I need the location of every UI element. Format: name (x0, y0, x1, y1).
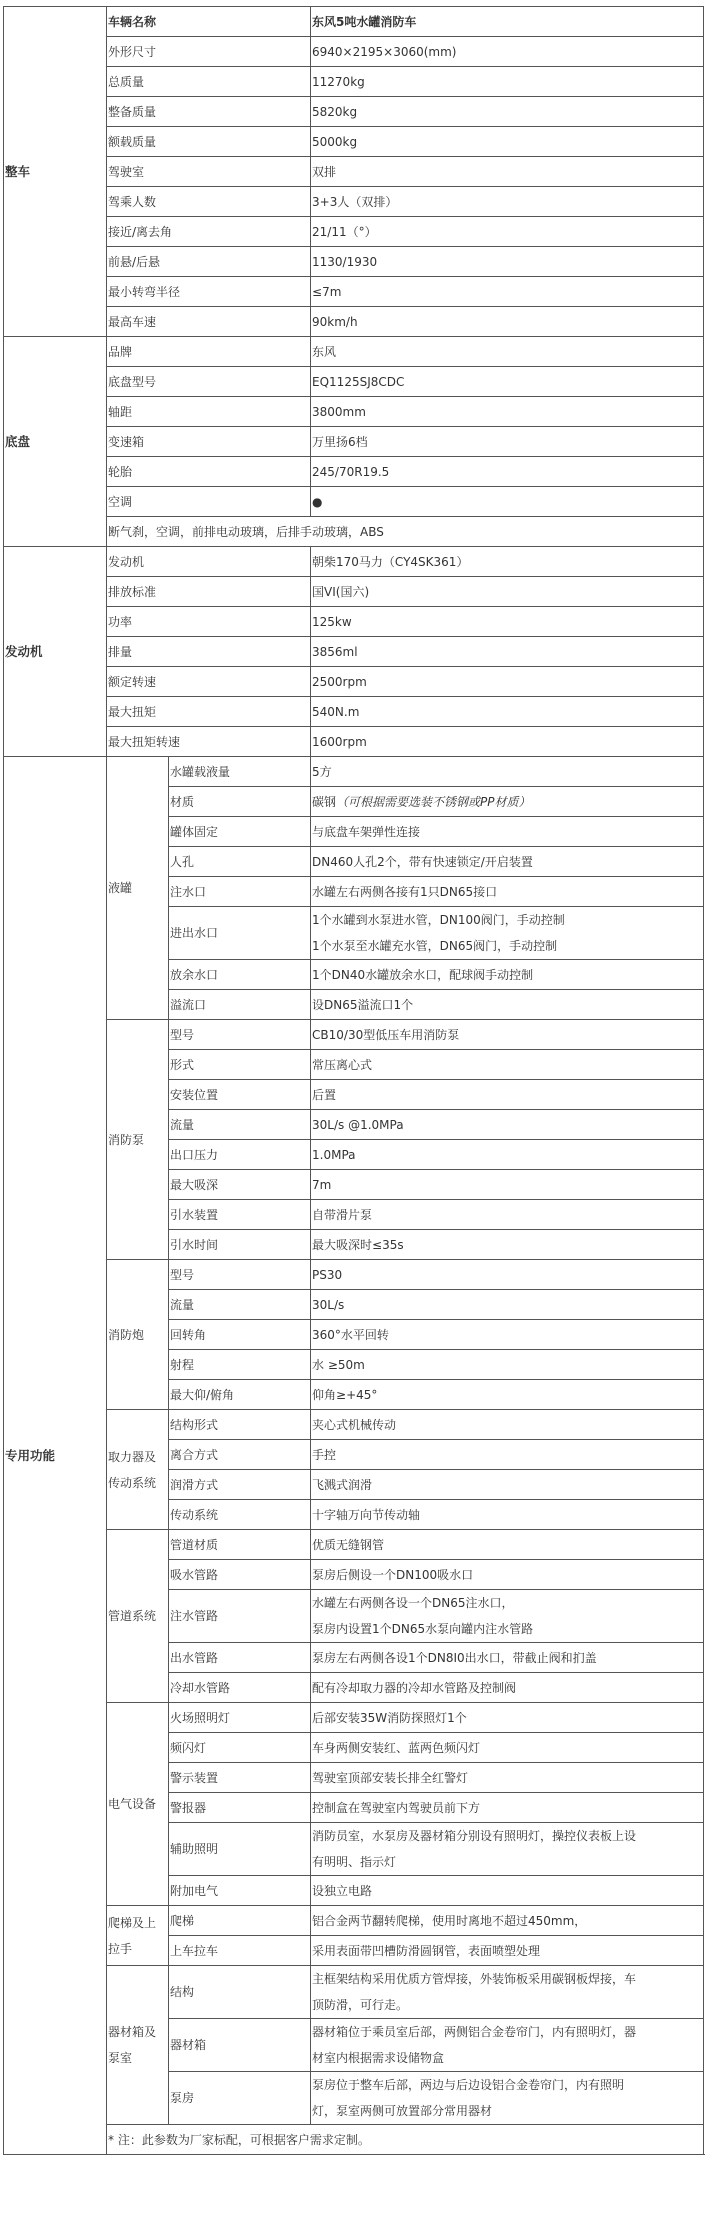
row-label: 结构 (169, 1966, 311, 2019)
row-label: 出水管路 (169, 1643, 311, 1673)
row-value: 仰角≥+45° (311, 1380, 704, 1410)
row-value: 水 ≥50m (311, 1350, 704, 1380)
row-value (311, 1966, 704, 2019)
row-label: 注水口 (169, 877, 311, 907)
row-value: 5方 (311, 757, 704, 787)
row-value: 1130/1930 (311, 247, 704, 277)
row-label: 吸水管路 (169, 1560, 311, 1590)
row-label: 驾驶室 (107, 157, 311, 187)
row-value: PS30 (311, 1260, 704, 1290)
row-label: 额载质量 (107, 127, 311, 157)
row-value: EQ1125SJ8CDC (311, 367, 704, 397)
value-line: 材室内根据需求设储物盒 (312, 2051, 445, 2065)
row-label: 底盘型号 (107, 367, 311, 397)
row-label: 火场照明灯 (169, 1703, 311, 1733)
row-label: 泵房 (169, 2072, 311, 2125)
group-cell: 电气设备 (107, 1703, 169, 1906)
row-value: 采用表面带凹槽防滑圆钢管，表面喷塑处理 (311, 1936, 704, 1966)
table-row (4, 487, 704, 517)
table-row (4, 1020, 704, 1050)
table-row (4, 1260, 704, 1290)
row-label: 最大仰/俯角 (169, 1380, 311, 1410)
row-value: 控制盒在驾驶室内驾驶员前下方 (311, 1793, 704, 1823)
value-line: 1个水罐到水泵进水管，DN100阀门，手动控制 (312, 913, 565, 927)
row-label: 发动机 (107, 547, 311, 577)
row-label: 引水装置 (169, 1200, 311, 1230)
row-value: 3856ml (311, 637, 704, 667)
row-value: ≤7m (311, 277, 704, 307)
row-value: 2500rpm (311, 667, 704, 697)
table-row (4, 637, 704, 667)
table-row (4, 37, 704, 67)
row-label: 结构形式 (169, 1410, 311, 1440)
table-row (4, 247, 704, 277)
table-row (4, 187, 704, 217)
row-value: 东风5吨水罐消防车 (311, 7, 704, 37)
group-name-line: 器材箱及 (108, 2025, 157, 2039)
value-line: 泵房位于整车后部，两边与后边设铝合金卷帘门，内有照明 (312, 2078, 625, 2092)
table-row (4, 607, 704, 637)
value-line: 顶防滑，可行走。 (312, 1998, 409, 2012)
row-label: 品牌 (107, 337, 311, 367)
row-value: 后部安装35W消防探照灯1个 (311, 1703, 704, 1733)
row-value: 21/11（°） (311, 217, 704, 247)
group-cell: 消防炮 (107, 1260, 169, 1410)
chassis-features: 断气刹，空调，前排电动玻璃，后排手动玻璃，ABS (107, 517, 704, 547)
group-name-line: 拉手 (108, 1941, 133, 1956)
row-value: 125kw (311, 607, 704, 637)
row-label: 爬梯 (169, 1906, 311, 1936)
table-row (4, 577, 704, 607)
row-label: 管道材质 (169, 1530, 311, 1560)
row-value: 540N.m (311, 697, 704, 727)
row-value: 后置 (311, 1080, 704, 1110)
row-value: 7m (311, 1170, 704, 1200)
group-name-line: 泵室 (108, 2051, 133, 2065)
row-label: 放余水口 (169, 960, 311, 990)
row-value: 3800mm (311, 397, 704, 427)
row-value: 手控 (311, 1440, 704, 1470)
category-cell: 底盘 (4, 337, 107, 547)
row-label: 型号 (169, 1260, 311, 1290)
row-label: 材质 (169, 787, 311, 817)
row-value: 设DN65溢流口1个 (311, 990, 704, 1020)
row-value: 万里扬6档 (311, 427, 704, 457)
footnote: * 注：此参数为厂家标配，可根据客户需求定制。 (107, 2125, 704, 2155)
row-value: 十字轴万向节传动轴 (311, 1500, 704, 1530)
row-label: 射程 (169, 1350, 311, 1380)
row-value: 1.0MPa (311, 1140, 704, 1170)
row-value: 优质无缝钢管 (311, 1530, 704, 1560)
value-line: 消防员室，水泵房及器材箱分别设有照明灯，操控仪表板上设 (312, 1829, 637, 1843)
category-cell: 发动机 (4, 547, 107, 757)
table-row (4, 1703, 704, 1733)
row-value: 车身两侧安装红、蓝两色频闪灯 (311, 1733, 704, 1763)
row-label: 上车拉车 (169, 1936, 311, 1966)
row-label: 最大吸深 (169, 1170, 311, 1200)
value-line: 灯，泵室两侧可放置部分常用器材 (312, 2104, 493, 2118)
row-label: 接近/离去角 (107, 217, 311, 247)
row-value: 国VI(国六) (311, 577, 704, 607)
row-value: 6940×2195×3060(mm) (311, 37, 704, 67)
row-value: 自带滑片泵 (311, 1200, 704, 1230)
row-label: 溢流口 (169, 990, 311, 1020)
row-label: 驾乘人数 (107, 187, 311, 217)
row-value: 360°水平回转 (311, 1320, 704, 1350)
row-value: 飞溅式润滑 (311, 1470, 704, 1500)
row-value (311, 1823, 704, 1876)
row-value: 3+3人（双排） (311, 187, 704, 217)
value-line: 主框架结构采用优质方管焊接，外装饰板采用碳钢板焊接，车 (312, 1972, 637, 1986)
table-row (4, 7, 704, 37)
group-name-line: 取力器及 (108, 1449, 157, 1464)
row-value: 最大吸深时≤35s (311, 1230, 704, 1260)
row-label: 前悬/后悬 (107, 247, 311, 277)
group-cell (107, 1410, 169, 1530)
row-label: 附加电气 (169, 1876, 311, 1906)
row-value: 朝柴170马力（CY4SK361） (311, 547, 704, 577)
row-value: 30L/s @1.0MPa (311, 1110, 704, 1140)
row-value (311, 2019, 704, 2072)
row-label: 离合方式 (169, 1440, 311, 1470)
row-value: 设独立电路 (311, 1876, 704, 1906)
row-label: 冷却水管路 (169, 1673, 311, 1703)
row-value: 与底盘车架弹性连接 (311, 817, 704, 847)
row-label: 注水管路 (169, 1590, 311, 1643)
group-cell: 液罐 (107, 757, 169, 1020)
row-label: 形式 (169, 1050, 311, 1080)
row-value (311, 2072, 704, 2125)
table-row (4, 67, 704, 97)
row-label: 整备质量 (107, 97, 311, 127)
category-cell: 整车 (4, 7, 107, 337)
row-label: 额定转速 (107, 667, 311, 697)
row-label: 辅助照明 (169, 1823, 311, 1876)
row-label: 罐体固定 (169, 817, 311, 847)
row-value: 常压离心式 (311, 1050, 704, 1080)
row-label: 总质量 (107, 67, 311, 97)
row-label: 进出水口 (169, 907, 311, 960)
row-value: 30L/s (311, 1290, 704, 1320)
row-label: 润滑方式 (169, 1470, 311, 1500)
table-row (4, 1530, 704, 1560)
value-line: 水罐左右两侧各设一个DN65注水口， (312, 1596, 514, 1610)
row-value: 245/70R19.5 (311, 457, 704, 487)
table-row (4, 547, 704, 577)
row-value: 配有冷却取力器的冷却水管路及控制阀 (311, 1673, 704, 1703)
table-row (4, 697, 704, 727)
row-label: 频闪灯 (169, 1733, 311, 1763)
row-value (311, 1590, 704, 1643)
row-value (311, 907, 704, 960)
table-row (4, 217, 704, 247)
row-label: 水罐载液量 (169, 757, 311, 787)
table-row (4, 337, 704, 367)
row-label: 轮胎 (107, 457, 311, 487)
row-value: 泵房左右两侧各设1个DN8I0出水口，带截止阀和扪盖 (311, 1643, 704, 1673)
table-row (4, 1410, 704, 1440)
group-cell (107, 1906, 169, 1966)
row-value: CB10/30型低压车用消防泵 (311, 1020, 704, 1050)
row-label: 空调 (107, 487, 311, 517)
value-line: 1个水泵至水罐充水管，DN65阀门，手动控制 (312, 939, 558, 953)
table-row (4, 1966, 704, 2019)
material-note: （可根据需要选装不锈钢或PP材质） (336, 794, 531, 809)
row-label: 排放标准 (107, 577, 311, 607)
value-line: 有明明、指示灯 (312, 1855, 397, 1869)
table-row (4, 757, 704, 787)
table-row (4, 307, 704, 337)
row-label: 功率 (107, 607, 311, 637)
table-row (4, 517, 704, 547)
table-row (4, 397, 704, 427)
table-row (4, 667, 704, 697)
row-value: 5000kg (311, 127, 704, 157)
table-row (4, 2125, 704, 2155)
value-line: 泵房内设置1个DN65水泵向罐内注水管路 (312, 1622, 534, 1636)
group-name-line: 爬梯及上 (108, 1915, 157, 1930)
row-value: 夹心式机械传动 (311, 1410, 704, 1440)
row-label: 外形尺寸 (107, 37, 311, 67)
row-label: 最小转弯半径 (107, 277, 311, 307)
row-value: 5820kg (311, 97, 704, 127)
row-label: 回转角 (169, 1320, 311, 1350)
table-row (4, 727, 704, 757)
row-label: 最高车速 (107, 307, 311, 337)
row-label: 警示装置 (169, 1763, 311, 1793)
table-row (4, 277, 704, 307)
row-value: 水罐左右两侧各接有1只DN65接口 (311, 877, 704, 907)
table-row (4, 157, 704, 187)
table-row (4, 127, 704, 157)
material-value: 碳钢 (312, 794, 337, 809)
row-label: 出口压力 (169, 1140, 311, 1170)
group-cell: 消防泵 (107, 1020, 169, 1260)
row-label: 流量 (169, 1290, 311, 1320)
row-label: 轴距 (107, 397, 311, 427)
row-value: 泵房后侧设一个DN100吸水口 (311, 1560, 704, 1590)
row-label: 最大扭矩转速 (107, 727, 311, 757)
row-value: 1600rpm (311, 727, 704, 757)
table-row (4, 97, 704, 127)
table-row (4, 457, 704, 487)
row-value: DN460人孔2个，带有快速锁定/开启装置 (311, 847, 704, 877)
group-cell (107, 1966, 169, 2125)
row-label: 最大扭矩 (107, 697, 311, 727)
table-row (4, 427, 704, 457)
group-cell: 管道系统 (107, 1530, 169, 1703)
row-label: 人孔 (169, 847, 311, 877)
row-value: 90km/h (311, 307, 704, 337)
row-value: 11270kg (311, 67, 704, 97)
row-value: 双排 (311, 157, 704, 187)
row-value: 东风 (311, 337, 704, 367)
row-label: 变速箱 (107, 427, 311, 457)
bullet-icon: ● (311, 487, 704, 517)
spec-table (3, 6, 704, 2155)
row-label: 型号 (169, 1020, 311, 1050)
row-value (311, 787, 704, 817)
value-line: 器材箱位于乘员室后部，两侧铝合金卷帘门，内有照明灯，器 (312, 2025, 637, 2039)
row-label: 排量 (107, 637, 311, 667)
row-label: 流量 (169, 1110, 311, 1140)
group-name-line: 传动系统 (108, 1475, 157, 1490)
row-label: 警报器 (169, 1793, 311, 1823)
row-label: 车辆名称 (107, 7, 311, 37)
category-cell: 专用功能 (4, 757, 107, 2155)
table-row (4, 367, 704, 397)
row-label: 器材箱 (169, 2019, 311, 2072)
row-value: 1个DN40水罐放余水口，配球阀手动控制 (311, 960, 704, 990)
row-label: 传动系统 (169, 1500, 311, 1530)
row-value: 铝合金两节翻转爬梯，使用时离地不超过450mm， (311, 1906, 704, 1936)
row-label: 安装位置 (169, 1080, 311, 1110)
row-value: 驾驶室顶部安装长排全红警灯 (311, 1763, 704, 1793)
table-row (4, 1906, 704, 1936)
row-label: 引水时间 (169, 1230, 311, 1260)
